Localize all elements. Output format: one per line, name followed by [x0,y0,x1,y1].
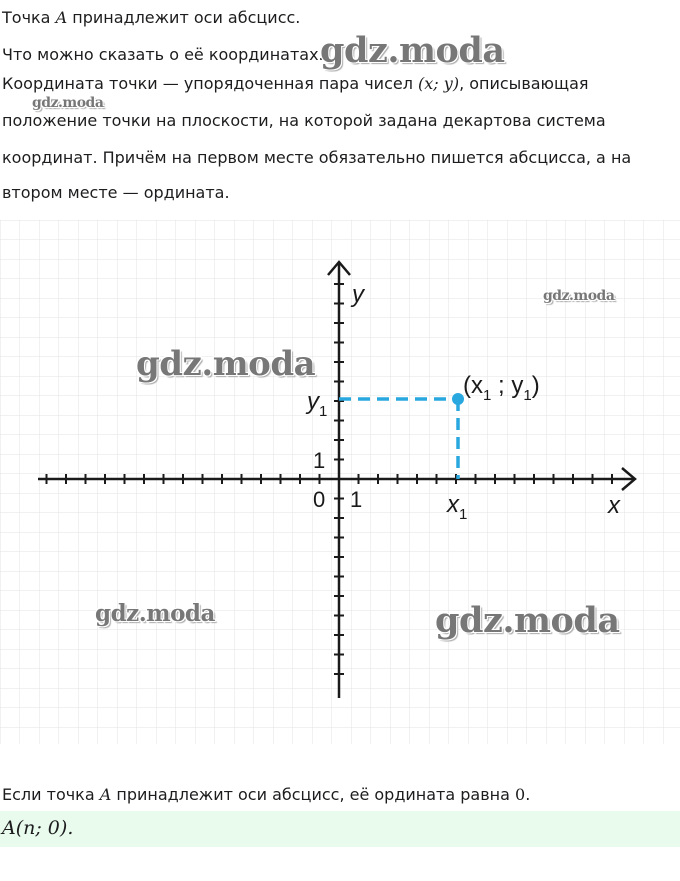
answer-box [0,811,680,847]
watermark-logo: gdz.moda [95,600,215,627]
watermark-logo: gdz.moda [32,95,104,111]
text-fragment: принадлежит оси абсцисс. [67,8,301,27]
x1-subscript: 1 [459,506,468,523]
text-line-7 [2,784,530,806]
point-label-open: (x [463,372,483,399]
text-fragment: втором месте — ордината. [2,183,230,202]
text-fragment: Что можно сказать о её координатах. [2,45,324,64]
text-line-6 [2,182,230,204]
text-fragment: координат. Причём на первом месте обязательно пишется абсцисса, а на [2,148,632,167]
text-fragment: положение точки на плоскости, на которой задана декартова система [2,111,606,130]
point-label-sub2: 1 [523,387,532,404]
y1-letter: y [307,388,319,415]
text-line-4 [2,110,606,132]
watermark-logo: gdz.moda [320,30,505,71]
math-coordinates: (x; y) [418,74,460,93]
zero-value: 0 [515,785,526,804]
x-axis-label: x [608,492,620,519]
y-axis-label: y [352,281,364,308]
text-fragment: Координата точки — упорядоченная пара чисел [2,74,419,93]
text-fragment: Точка [2,8,56,27]
text-line-2 [2,44,324,66]
x1-letter: x [447,491,459,518]
watermark-logo: gdz.moda [136,344,316,384]
text-line-1 [2,7,300,29]
watermark-logo: gdz.moda [543,288,615,304]
text-fragment: принадлежит оси абсцисс, её ордината равна [111,785,516,804]
text-fragment: Если точка [2,785,100,804]
point-label-close: ) [531,372,540,399]
x-unit-label: 1 [350,487,363,512]
origin-label: 0 [313,487,326,512]
point-label-mid: ; y [491,372,524,399]
point-label-sub1: 1 [483,387,492,404]
point-variable: A [99,785,112,804]
watermark-logo: gdz.moda [435,600,620,641]
y1-subscript: 1 [319,403,328,420]
text-fragment: . [525,785,531,804]
text-line-3 [2,73,589,95]
text-fragment: , описывающая [459,74,589,93]
y-unit-label: 1 [313,448,326,473]
point-variable: A [55,8,68,27]
text-line-5 [2,147,631,169]
answer-formula: A(n; 0). [2,817,74,839]
